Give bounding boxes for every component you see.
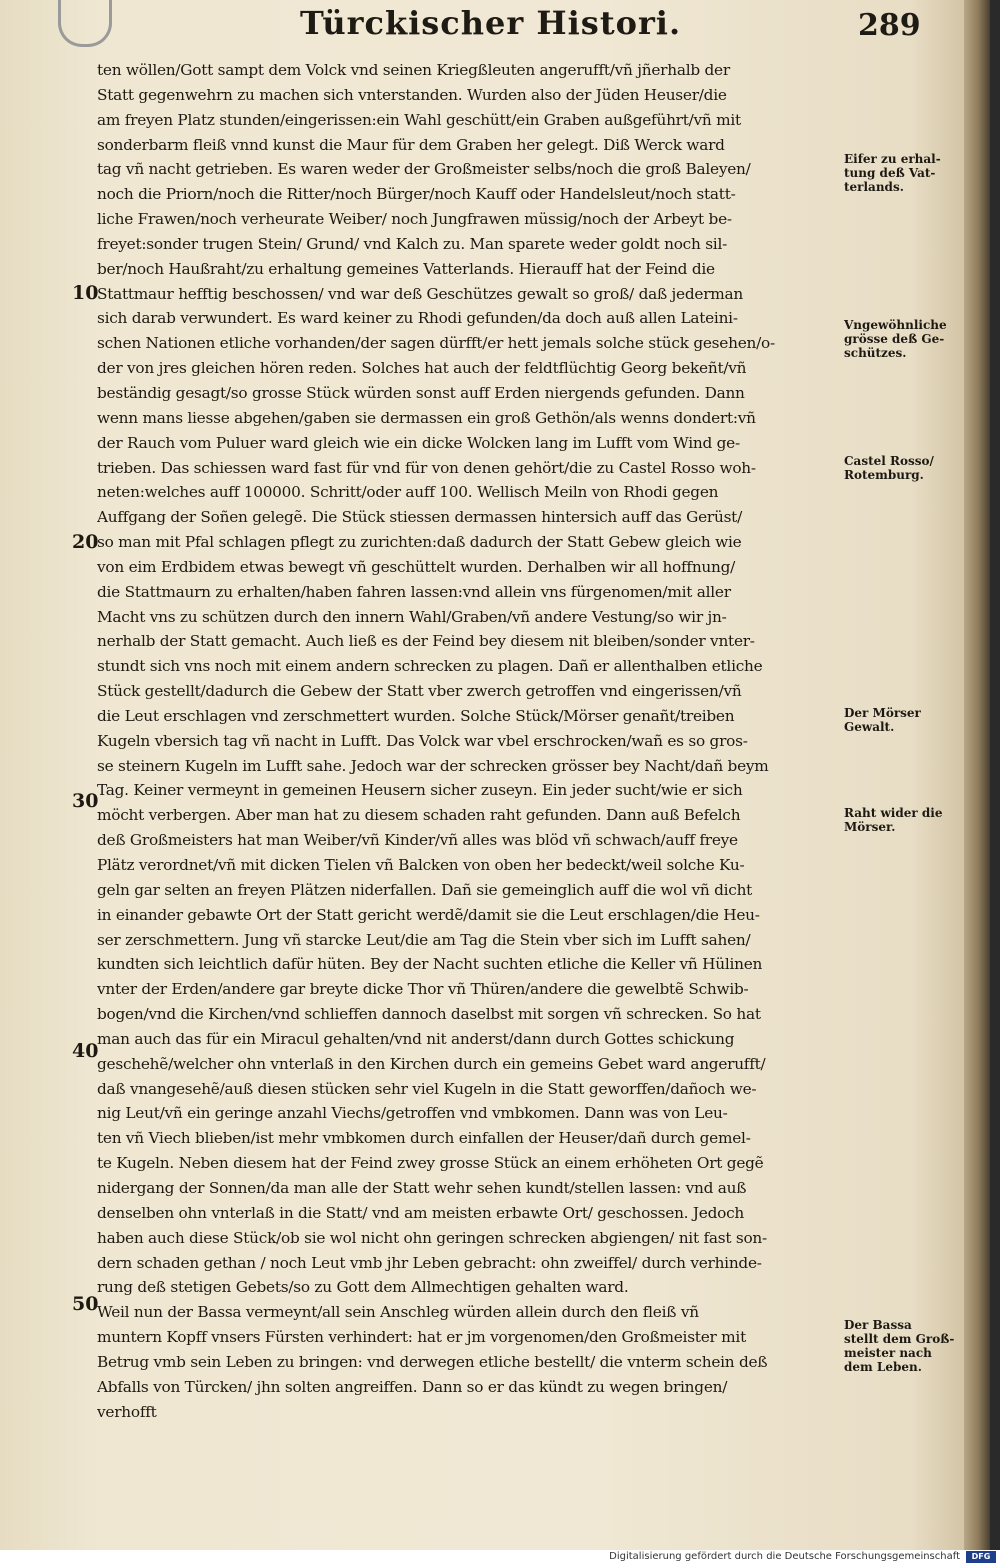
text-line: die Stattmaurn zu erhalten/haben fahren lassen:vnd allein vns fürgenomen/mit aller xyxy=(97,582,731,601)
paper-clip-icon xyxy=(58,0,112,47)
text-line: Weil nun der Bassa vermeynt/all sein Anschleg würden allein durch den fleiß vñ xyxy=(97,1303,699,1322)
text-line: dern schaden gethan / noch Leut vmb jhr Leben gebracht: ohn zweiffel/ durch verhinde- xyxy=(97,1253,762,1272)
text-line: tag vñ nacht getrieben. Es waren weder der Großmeister selbs/noch die groß Baleyen/ xyxy=(97,160,751,179)
line-number: 10 xyxy=(72,282,99,304)
text-line: geschehẽ/welcher ohn vnterlaß in den Kirchen durch ein gemeins Gebet ward angerufft/ xyxy=(97,1054,766,1073)
text-line: se steinern Kugeln im Lufft sahe. Jedoch war der schrecken grösser bey Nacht/dañ beym xyxy=(97,756,769,775)
text-line: neten:welches auff 100000. Schritt/oder auff 100. Wellisch Meiln von Rhodi gegen xyxy=(97,483,719,502)
footer-credit: Digitalisierung gefördert durch die Deutsche Forschungsgemeinschaft xyxy=(609,1551,960,1562)
text-line: von eim Erdbidem etwas bewegt vñ geschüttelt wurden. Derhalben wir all hoffnung/ xyxy=(97,557,736,576)
text-line: der von jres gleichen hören reden. Solches hat auch der feldtflüchtig Georg bekeñt/vñ xyxy=(97,359,747,378)
text-line: Macht vns zu schützen durch den innern Wahl/Graben/vñ andere Vestung/so wir jn- xyxy=(97,607,727,626)
text-line: in einander gebawte Ort der Statt gericht werdẽ/damit sie die Leut erschlagen/die Heu- xyxy=(97,905,760,924)
text-line: so man mit Pfal schlagen pflegt zu zurichten:daß dadurch der Statt Gebew gleich wie xyxy=(97,533,742,552)
text-line: Stattmaur hefftig beschossen/ vnd war deß Geschützes gewalt so groß/ daß jederman xyxy=(97,284,743,303)
text-line: die Leut erschlagen vnd zerschmettert wurden. Solche Stück/Mörser genañt/treiben xyxy=(97,706,735,725)
side-note-castel-rosso: Castel Rosso/ Rotemburg. xyxy=(844,454,934,482)
text-line: daß vnangesehẽ/auß diesen stücken sehr viel Kugeln in die Statt geworffen/dañoch we- xyxy=(97,1079,757,1098)
text-line: Plätz verordnet/vñ mit dicken Tielen vñ Balcken von oben her bedeckt/weil solche Ku- xyxy=(97,856,745,874)
text-line: am freyen Platz stunden/eingerissen:ein Wahl geschütt/ein Graben außgeführt/vñ mit xyxy=(97,110,741,129)
text-line: sich darab verwundert. Es ward keiner zu Rhodi gefunden/da doch auß allen Lateini- xyxy=(97,309,738,328)
text-line: te Kugeln. Neben diesem hat der Feind zwey grosse Stück an einem erhöheten Ort gegẽ xyxy=(97,1154,764,1173)
text-line: bogen/vnd die Kirchen/vnd schlieffen dannoch daselbst mit sorgen vñ schrecken. So hat xyxy=(97,1005,761,1024)
text-line: nidergang der Sonnen/da man alle der Statt wehr sehen kundt/stellen lassen: vnd auß xyxy=(97,1178,747,1197)
text-line: nerhalb der Statt gemacht. Auch ließ es der Feind bey diesem nit bleiben/sonder vnter- xyxy=(97,632,755,651)
text-line: vnter der Erden/andere gar breyte dicke Thor vñ Thüren/andere die gewelbtẽ Schwib- xyxy=(97,980,749,999)
text-line: Betrug vmb sein Leben zu bringen: vnd derwegen etliche bestellt/ die vnterm schein deß xyxy=(97,1352,768,1371)
text-line: ser zerschmettern. Jung vñ starcke Leut/die am Tag die Stein vber sich im Lufft sahen/ xyxy=(97,930,751,949)
text-line: Kugeln vbersich tag vñ nacht in Lufft. Das Volck war vbel erschrocken/wañ es so gros- xyxy=(97,731,748,750)
text-line: ten vñ Viech blieben/ist mehr vmbkomen durch einfallen der Heuser/dañ durch gemel- xyxy=(97,1129,751,1148)
text-line: muntern Kopff vnsers Fürsten verhindert: hat er jm vorgenomen/den Großmeister mit xyxy=(97,1328,746,1347)
text-line: nig Leut/vñ ein geringe anzahl Viechs/getroffen vnd vmbkomen. Dann was von Leu- xyxy=(97,1104,728,1123)
running-title: Türckischer Histori. xyxy=(300,4,682,42)
text-line: ber/noch Haußraht/zu erhaltung gemeines Vatterlands. Hierauff hat der Feind die xyxy=(97,259,715,278)
text-line: Stück gestellt/dadurch die Gebew der Statt vber zwerch getroffen vnd eingerissen/vñ xyxy=(97,682,742,701)
body-text xyxy=(97,58,843,1424)
side-note-geschuetz: Vngewöhnliche grösse deß Ge- schützes. xyxy=(844,318,947,360)
text-line: ten wöllen/Gott sampt dem Volck vnd seinen Kriegßleuten angerufft/vñ jñerhalb der xyxy=(97,61,730,79)
text-line: rung deß stetigen Gebets/so zu Gott dem Allmechtigen gehalten ward. xyxy=(97,1278,629,1297)
text-line: wenn mans liesse abgehen/gaben sie dermassen ein groß Gethön/als wenns dondert:vñ xyxy=(97,408,756,427)
side-note-eifer: Eifer zu erhal- tung deß Vat- terlands. xyxy=(844,152,941,194)
side-note-moerser-gewalt: Der Mörser Gewalt. xyxy=(844,706,921,734)
text-line: noch die Priorn/noch die Ritter/noch Bürger/noch Kauff oder Handelsleut/noch statt- xyxy=(97,185,736,204)
side-note-bassa: Der Bassa stellt dem Groß- meister nach dem Leben. xyxy=(844,1318,955,1374)
text-line: schen Nationen etliche vorhanden/der sagen dürfft/er hett jemals solche stück gesehen/o- xyxy=(97,334,775,353)
text-line: man auch das für ein Miracul gehalten/vnd nit anderst/dann durch Gottes schickung xyxy=(97,1029,735,1048)
line-number: 40 xyxy=(72,1040,99,1062)
text-line: haben auch diese Stück/ob sie wol nicht ohn geringen schrecken abgiengen/ nit fast son- xyxy=(97,1228,767,1247)
text-line: freyet:sonder trugen Stein/ Grund/ vnd Kalch zu. Man sparete weder goldt noch sil- xyxy=(97,234,728,253)
side-note-raht: Raht wider die Mörser. xyxy=(844,806,943,834)
text-line: stundt sich vns noch mit einem andern schrecken zu plagen. Dañ er allenthalben etliche xyxy=(97,657,763,676)
text-line: möcht verbergen. Aber man hat zu diesem schaden raht gefunden. Dann auß Befelch xyxy=(97,806,741,825)
text-line: geln gar selten an freyen Plätzen niderfallen. Dañ sie gemeinglich auff die wol vñ dicht xyxy=(97,880,753,899)
text-line: Tag. Keiner vermeynt in gemeinen Heusern sicher zuseyn. Ein jeder sucht/wie er sich xyxy=(97,781,743,800)
text-line: Statt gegenwehrn zu machen sich vnterstanden. Wurden also der Jüden Heuser/die xyxy=(97,85,727,104)
text-line: liche Frawen/noch verheurate Weiber/ noch Jungfrawen müssig/noch der Arbeyt be- xyxy=(97,210,732,229)
line-number: 50 xyxy=(72,1293,99,1315)
text-line: trieben. Das schiessen ward fast für vnd für von denen gehört/die zu Castel Rosso woh- xyxy=(97,458,756,477)
text-line: der Rauch vom Puluer ward gleich wie ein dicke Wolcken lang im Lufft vom Wind ge- xyxy=(97,433,740,452)
text-line: Abfalls von Türcken/ jhn solten angreiffen. Dann so er das kündt zu wegen bringen/ xyxy=(97,1377,728,1396)
line-number: 20 xyxy=(72,531,99,553)
text-line: verhofft xyxy=(97,1402,157,1421)
text-line: Auffgang der Soñen gelegẽ. Die Stück stiessen dermassen hintersich auff das Gerüst/ xyxy=(97,508,742,527)
text-line: deß Großmeisters hat man Weiber/vñ Kinder/vñ alles was blöd vñ schwach/auff freye xyxy=(97,831,738,850)
text-line: beständig gesagt/so grosse Stück würden sonst auff Erden niergends gefunden. Dann xyxy=(97,383,745,402)
line-number: 30 xyxy=(72,790,99,812)
text-line: kundten sich leichtlich dafür hüten. Bey der Nacht suchten etliche die Keller vñ Hülinen xyxy=(97,955,763,974)
text-line: denselben ohn vnterlaß in die Statt/ vnd am meisten erbawte Ort/ geschossen. Jedoch xyxy=(97,1203,744,1222)
text-line: sonderbarm fleiß vnnd kunst die Maur für dem Graben her gelegt. Diß Werck ward xyxy=(97,135,725,154)
dfg-logo: DFG xyxy=(966,1551,996,1563)
book-page-edge xyxy=(964,0,990,1550)
footer-bar xyxy=(0,1550,1000,1564)
page-number: 289 xyxy=(858,8,921,43)
